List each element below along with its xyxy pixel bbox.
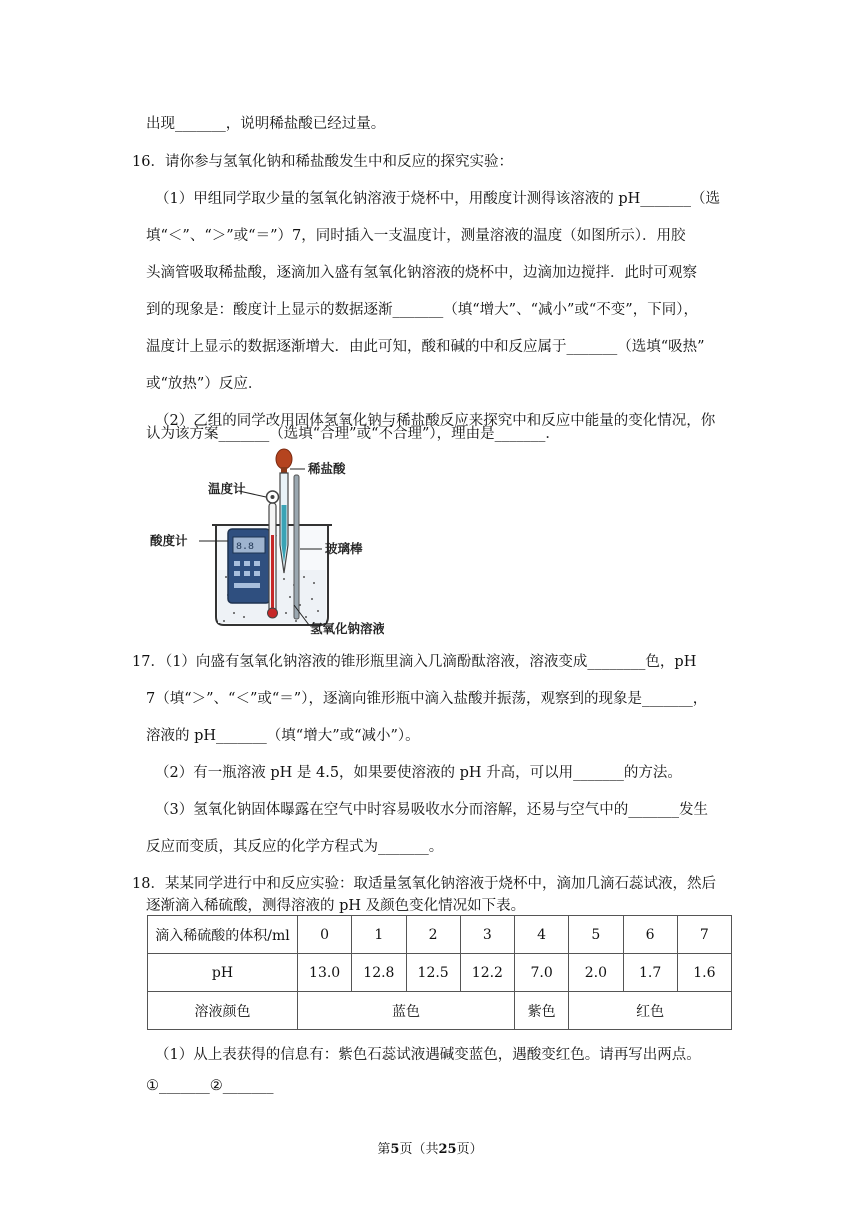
- question-16-title: 16．请你参与氢氧化钠和稀盐酸发生中和反应的探究实验：: [132, 154, 513, 170]
- glass-rod: [294, 475, 299, 619]
- table-cell: 3: [460, 916, 514, 954]
- text-line: 头滴管吸取稀盐酸，逐滴加入盛有氢氧化钠溶液的烧杯中，边滴加边搅拌．此时可观察: [146, 265, 697, 281]
- text-line: 溶液的 pH_______（填“增大”或“减小”）。: [146, 728, 420, 744]
- table-cell: 12.2: [460, 954, 514, 992]
- table-header-color: 溶液颜色: [148, 992, 298, 1030]
- text-line: 认为该方案_______（选填“合理”或“不合理”），理由是_______．: [146, 426, 560, 442]
- table-cell: 1.6: [677, 954, 731, 992]
- text-line: （1）从上表获得的信息有：紫色石蕊试液遇碱变蓝色，遇酸变红色。请再写出两点。: [155, 1047, 701, 1063]
- label-acid: 稀盐酸: [308, 462, 346, 476]
- text-line: 逐渐滴入稀硫酸，测得溶液的 pH 及颜色变化情况如下表。: [146, 898, 526, 914]
- table-cell: 7: [677, 916, 731, 954]
- text-line: 到的现象是：酸度计上显示的数据逐渐_______（填“增大”、“减小”或“不变”，下同），: [146, 302, 698, 318]
- table-cell: 1: [352, 916, 406, 954]
- table-cell: 6: [623, 916, 677, 954]
- text-line: 7（填“＞”、“＜”或“＝”），逐滴向锥形瓶中滴入盐酸并振荡，观察到的现象是_______，: [146, 691, 708, 707]
- text-line: （2）有一瓶溶液 pH 是 4.5，如果要使溶液的 pH 升高，可以用_______的方法。: [155, 765, 682, 781]
- text-line: （3）氢氧化钠固体曝露在空气中时容易吸收水分而溶解，还易与空气中的_______发生: [155, 802, 708, 818]
- meter-screen-reading: 8.8: [236, 542, 255, 553]
- question-18-title: 18．某某同学进行中和反应实验：取适量氢氧化钠溶液于烧杯中，滴加几滴石蕊试液，然后: [132, 876, 716, 892]
- footer-total-pages: 25: [438, 1142, 457, 1157]
- footer-prefix: 第: [377, 1142, 391, 1157]
- table-cell: 2.0: [569, 954, 623, 992]
- dropper-bulb: [276, 449, 292, 469]
- footer-suffix: 页）: [456, 1142, 483, 1157]
- footer-middle: 页（共: [399, 1142, 439, 1157]
- experiment-figure: [144, 445, 384, 635]
- table-cell: 13.0: [298, 954, 352, 992]
- text-line: 温度计上显示的数据逐渐增大．由此可知，酸和碱的中和反应属于_______（选填“吸热”: [146, 339, 705, 355]
- text-line: 或“放热”）反应．: [146, 376, 263, 392]
- label-ph-meter: 酸度计: [150, 534, 188, 548]
- page-footer: [0, 1138, 860, 1157]
- text-line: （2）乙组的同学改用固体氢氧化钠与稀盐酸反应来探究中和反应中能量的变化情况，你: [155, 413, 716, 429]
- table-cell: 7.0: [515, 954, 569, 992]
- table-row: [148, 954, 732, 992]
- table-cell: 0: [298, 916, 352, 954]
- table-cell: 2: [406, 916, 460, 954]
- text-line: （1）甲组同学取少量的氢氧化钠溶液于烧杯中，用酸度计测得该溶液的 pH_______（选: [155, 191, 721, 207]
- table-cell: 4: [515, 916, 569, 954]
- table-cell: 5: [569, 916, 623, 954]
- text-line: 出现_______，说明稀盐酸已经过量。: [146, 116, 386, 132]
- table-header-ph: pH: [148, 954, 298, 992]
- results-table: [147, 915, 732, 1030]
- question-17-title: 17．（1）向盛有氢氧化钠溶液的锥形瓶里滴入几滴酚酞溶液，溶液变成________色，pH: [132, 654, 697, 670]
- text-line: 反应而变质，其反应的化学方程式为_______。: [146, 839, 444, 855]
- table-row: [148, 992, 732, 1030]
- table-cell-blue: 蓝色: [298, 992, 515, 1030]
- answer-blanks: ①_______②_______: [146, 1078, 274, 1094]
- table-cell-purple: 紫色: [515, 992, 569, 1030]
- table-cell: 1.7: [623, 954, 677, 992]
- label-thermometer: 温度计: [208, 482, 246, 496]
- table-cell: 12.8: [352, 954, 406, 992]
- apparatus-illustration: [144, 445, 384, 635]
- footer-page-number: 5: [390, 1142, 400, 1157]
- table-header-volume: 滴入稀硫酸的体积/ml: [148, 916, 298, 954]
- table-cell-red: 红色: [569, 992, 732, 1030]
- table-cell: 12.5: [406, 954, 460, 992]
- label-naoh-solution: 氢氧化钠溶液: [310, 622, 384, 635]
- table-row: [148, 916, 732, 954]
- label-glass-rod: 玻璃棒: [325, 542, 363, 556]
- text-line: 填“＜”、“＞”或“＝”）7，同时插入一支温度计，测量溶液的温度（如图所示）．用胶: [146, 228, 686, 244]
